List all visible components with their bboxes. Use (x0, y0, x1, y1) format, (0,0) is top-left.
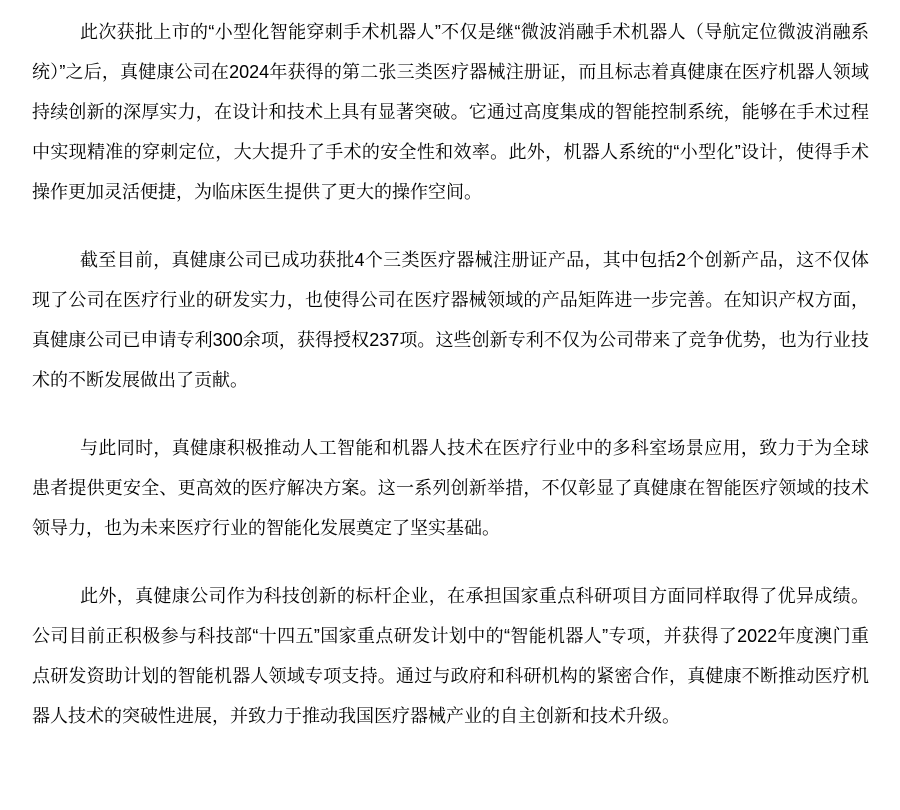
paragraph-national-projects: 此外，真健康公司作为科技创新的标杆企业，在承担国家重点科研项目方面同样取得了优异成绩。公司目前正积极参与科技部“十四五”国家重点研发计划中的“智能机器人”专项，并获得了2022年度澳门重点研发资助计划的智能机器人领域专项支持。通过与政府和科研机构的紧密合作，真健康不断推动医疗机器人技术的突破性进展，并致力于推动我国医疗器械产业的自主创新和技术升级。 (32, 586, 869, 726)
paragraph-ai-robotics-push: 与此同时，真健康积极推动人工智能和机器人技术在医疗行业中的多科室场景应用，致力于为全球患者提供更安全、更高效的医疗解决方案。这一系列创新举措，不仅彰显了真健康在智能医疗领域的技术领导力，也为未来医疗行业的智能化发展奠定了坚实基础。 (32, 438, 869, 538)
paragraph-registrations-patents: 截至目前，真健康公司已成功获批4个三类医疗器械注册证产品，其中包括2个创新产品，这不仅体现了公司在医疗行业的研发实力，也使得公司在医疗器械领域的产品矩阵进一步完善。在知识产权方面，真健康公司已申请专利300余项，获得授权237项。这些创新专利不仅为公司带来了竞争优势，也为行业技术的不断发展做出了贡献。 (32, 250, 869, 390)
paragraph-approval-news: 此次获批上市的“小型化智能穿刺手术机器人”不仅是继“微波消融手术机器人（导航定位微波消融系统）”之后，真健康公司在2024年获得的第二张三类医疗器械注册证，而且标志着真健康在医疗机器人领域持续创新的深厚实力，在设计和技术上具有显著突破。它通过高度集成的智能控制系统，能够在手术过程中实现精准的穿刺定位，大大提升了手术的安全性和效率。此外，机器人系统的“小型化”设计，使得手术操作更加灵活便捷，为临床医生提供了更大的操作空间。 (32, 22, 869, 202)
